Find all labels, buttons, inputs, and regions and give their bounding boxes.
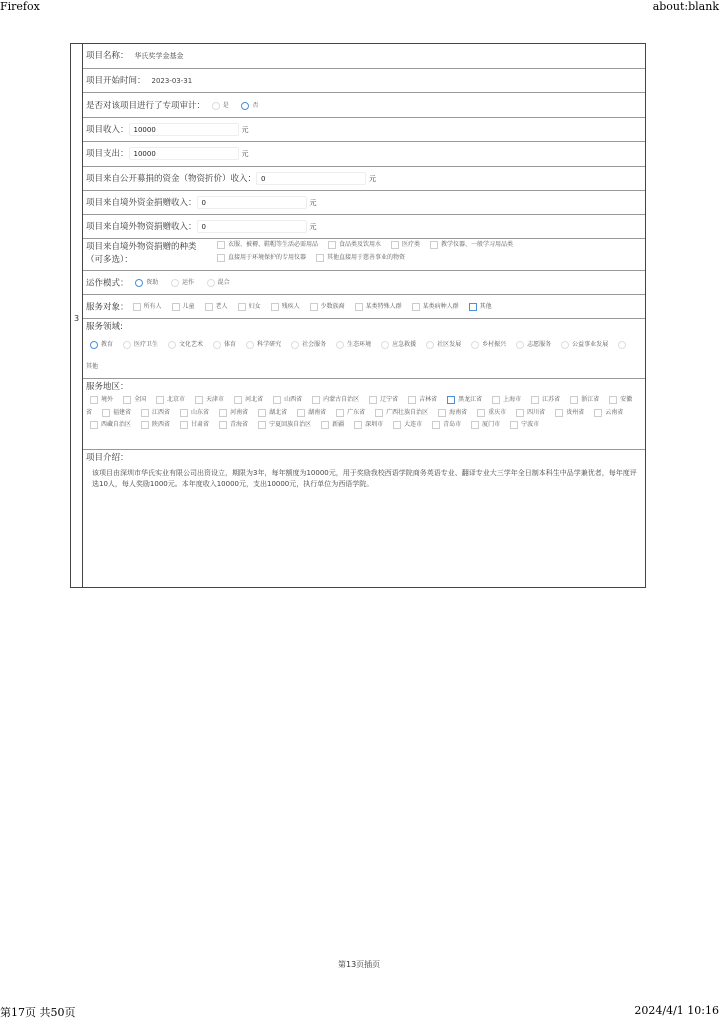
region-option: 吉林省: [419, 396, 438, 403]
region-checkbox[interactable]: [408, 396, 416, 404]
goods-type-option: 其他直接用于慈善事业的物资: [327, 253, 406, 261]
row-number: 3: [74, 314, 80, 323]
operation-option: 资助: [146, 279, 159, 286]
region-option: 四川省: [527, 408, 546, 416]
region-checkbox[interactable]: [90, 421, 98, 429]
region-option: 河北省: [245, 396, 264, 403]
region-option: 广东省: [347, 408, 366, 416]
region-option: 陕西省: [152, 421, 171, 428]
region-checkbox[interactable]: [510, 421, 518, 429]
public-fund-row: [83, 167, 645, 191]
foreign-fund-row: [83, 191, 645, 215]
foreign-fund-unit: 元: [309, 199, 317, 207]
intro-label: 项目介绍：: [86, 453, 129, 463]
region-option: 宁夏回族自治区: [269, 421, 312, 428]
region-option: 上海市: [503, 396, 522, 403]
region-checkbox[interactable]: [492, 396, 500, 404]
region-option: 江西省: [152, 408, 171, 416]
foreign-goods-label: 项目来自境外物资捐赠收入：: [86, 222, 197, 232]
foreign-goods-row: [83, 215, 645, 239]
foreign-goods-input[interactable]: 0: [197, 220, 307, 233]
operation-label: 运作模式：: [86, 278, 129, 289]
field-option: 公益事业发展: [572, 341, 609, 348]
audit-no-label: 否: [252, 102, 259, 109]
region-checkbox[interactable]: [141, 421, 149, 429]
expense-row: [83, 142, 645, 167]
field-radio[interactable]: [561, 341, 569, 349]
target-option: 残疾人: [281, 303, 300, 310]
field-radio[interactable]: [168, 341, 176, 349]
field-radio[interactable]: [516, 341, 524, 349]
project-name-row: [83, 44, 645, 69]
public-fund-label: 项目来自公开募捐的资金（物资折价）收入：: [86, 174, 257, 184]
region-option: 深圳市: [365, 421, 384, 428]
start-time-row: [83, 69, 645, 93]
browser-url: about:blank: [652, 0, 719, 13]
field-radio[interactable]: [90, 341, 98, 349]
target-option: 老人: [215, 303, 228, 310]
audit-label: 是否对该项目进行了专项审计：: [86, 101, 206, 111]
row-number-cell: [71, 44, 83, 587]
goods-type-checkbox[interactable]: [391, 241, 399, 249]
region-checkbox[interactable]: [438, 409, 446, 417]
field-radio[interactable]: [471, 341, 479, 349]
income-row: [83, 118, 645, 142]
target-checkbox[interactable]: [133, 303, 141, 311]
target-checkbox[interactable]: [355, 303, 363, 311]
field-option: 应急救援: [392, 341, 417, 348]
field-option: 其他: [86, 363, 99, 370]
region-checkbox[interactable]: [258, 421, 266, 429]
fields-label: 服务领域:: [86, 322, 123, 332]
goods-type-checkbox[interactable]: [328, 241, 336, 249]
region-option: 福建省: [113, 408, 132, 416]
region-checkbox[interactable]: [471, 421, 479, 429]
field-option: 乡村振兴: [482, 341, 507, 348]
goods-type-option: 教学仪器、一般学习用品类: [441, 241, 514, 248]
region-option: 贵州省: [566, 408, 585, 416]
target-checkbox[interactable]: [469, 303, 477, 311]
region-option: 青海省: [230, 421, 249, 428]
region-option: 青岛市: [443, 421, 462, 428]
region-option: 重庆市: [488, 408, 507, 416]
start-time-label: 项目开始时间：: [86, 76, 146, 86]
field-option: 生态环境: [347, 341, 372, 348]
operation-radio[interactable]: [171, 279, 179, 287]
operation-option: 混合: [217, 279, 230, 286]
browser-name: Firefox: [0, 0, 40, 13]
goods-type-option: 食品类及饮用水: [339, 241, 382, 248]
field-option: 医疗卫生: [134, 341, 159, 348]
region-option: 河南省: [230, 408, 249, 416]
region-checkbox[interactable]: [180, 421, 188, 429]
region-checkbox[interactable]: [369, 396, 377, 404]
region-option: 湖北省: [269, 408, 288, 416]
field-radio[interactable]: [291, 341, 299, 349]
intro-text: 该项目由深圳市华氏实业有限公司出资设立，期限为3年，每年额度为10000元，用于奖励我校西语学院商务英语专业、翻译专业大三学年全日制本科生中品学兼优者，每年度评选10人，每人奖励1000元。本年度收入10000元，支出10000元，执行单位为西语学院。: [92, 469, 637, 488]
fields-row: [83, 319, 645, 379]
page-label: 第13页插页: [338, 960, 381, 969]
target-option: 妇女: [248, 303, 261, 310]
public-fund-input[interactable]: 0: [256, 172, 366, 185]
goods-type-checkbox[interactable]: [217, 254, 225, 262]
goods-type-row: [83, 239, 645, 271]
regions-label: 服务地区：: [86, 382, 129, 392]
income-unit: 元: [241, 126, 249, 134]
audit-row: [83, 93, 645, 118]
region-checkbox[interactable]: [219, 421, 227, 429]
expense-label: 项目支出：: [86, 149, 129, 159]
goods-type-checkbox[interactable]: [430, 241, 438, 249]
region-option: 宁波市: [521, 421, 540, 428]
target-option: 某类病种人群: [422, 303, 459, 310]
region-checkbox[interactable]: [273, 396, 281, 404]
region-checkbox[interactable]: [516, 409, 524, 417]
project-form: [70, 43, 646, 588]
region-option: 山东省: [191, 408, 210, 416]
income-label: 项目收入：: [86, 125, 129, 135]
region-option: 西藏自治区: [101, 421, 132, 428]
region-checkbox[interactable]: [312, 396, 320, 404]
goods-type-checkbox[interactable]: [217, 241, 225, 249]
audit-no-radio[interactable]: [241, 102, 249, 110]
region-option: 大连市: [404, 421, 423, 428]
target-option: 少数族裔: [320, 303, 345, 310]
region-option: 黑龙江省: [458, 396, 483, 403]
expense-input[interactable]: 10000: [129, 147, 239, 160]
target-checkbox[interactable]: [238, 303, 246, 311]
field-option: 社会服务: [302, 341, 327, 348]
region-checkbox[interactable]: [234, 396, 242, 404]
region-checkbox[interactable]: [393, 421, 401, 429]
foreign-goods-unit: 元: [309, 223, 317, 231]
page-info: 第17页 共50页: [0, 1006, 76, 1019]
start-time-value: 2023-03-31: [151, 77, 193, 85]
goods-type-checkbox[interactable]: [316, 254, 324, 262]
region-checkbox[interactable]: [258, 409, 266, 417]
region-checkbox[interactable]: [321, 421, 329, 429]
field-option: 志愿服务: [527, 341, 552, 348]
field-radio[interactable]: [426, 341, 434, 349]
region-option: 新疆: [332, 421, 345, 428]
region-option: 天津市: [206, 396, 225, 403]
target-option: 所有人: [143, 303, 162, 310]
expense-unit: 元: [241, 150, 249, 158]
region-checkbox[interactable]: [90, 396, 98, 404]
goods-type-label: 项目来自境外物资捐赠的种类: [86, 242, 197, 252]
region-option: 湖南省: [308, 408, 327, 416]
region-checkbox[interactable]: [354, 421, 362, 429]
operation-option: 运作: [181, 279, 194, 286]
region-option: 甘肃省: [191, 421, 210, 428]
field-option: 体育: [224, 341, 237, 348]
goods-type-option: 衣服、被褥、鞋帽等生活必需用品: [228, 241, 319, 248]
region-option: 厦门市: [482, 421, 501, 428]
goods-type-option: 直接用于环境保护的专用仪器: [228, 253, 307, 261]
public-fund-unit: 元: [369, 175, 377, 183]
operation-radio[interactable]: [135, 279, 143, 287]
field-option: 教育: [101, 341, 114, 348]
region-option: 云南省: [605, 408, 624, 416]
region-option: 江苏省: [542, 396, 561, 403]
region-checkbox[interactable]: [477, 409, 485, 417]
operation-radio[interactable]: [207, 279, 215, 287]
region-option: 全国: [134, 396, 147, 403]
field-radio[interactable]: [123, 341, 131, 349]
target-option: 某类特殊人群: [365, 303, 402, 310]
targets-label: 服务对象：: [86, 302, 129, 313]
print-datetime: 2024/4/1 10:16: [634, 1004, 719, 1017]
field-option: 文化艺术: [179, 341, 204, 348]
region-checkbox[interactable]: [570, 396, 578, 404]
region-checkbox[interactable]: [297, 409, 305, 417]
region-checkbox[interactable]: [531, 396, 539, 404]
region-checkbox[interactable]: [594, 409, 602, 417]
region-option: 广西壮族自治区: [386, 408, 429, 416]
project-name-value: 华氏奖学金基金: [134, 52, 184, 60]
region-checkbox[interactable]: [180, 409, 188, 417]
target-option: 其他: [479, 303, 492, 310]
goods-type-sublabel: （可多选）：: [86, 255, 133, 265]
region-option: 安徽省: [86, 396, 633, 416]
region-checkbox[interactable]: [156, 396, 164, 404]
audit-yes-radio[interactable]: [212, 102, 220, 110]
region-option: 浙江省: [581, 396, 600, 403]
region-option: 北京市: [167, 396, 186, 403]
region-checkbox[interactable]: [609, 396, 617, 404]
regions-row: [83, 379, 645, 450]
target-checkbox[interactable]: [172, 303, 180, 311]
region-checkbox[interactable]: [555, 409, 563, 417]
region-option: 辽宁省: [380, 396, 399, 403]
region-option: 山西省: [284, 396, 303, 403]
region-checkbox[interactable]: [375, 409, 383, 417]
field-radio[interactable]: [336, 341, 344, 349]
income-input[interactable]: 10000: [129, 123, 239, 136]
target-checkbox[interactable]: [205, 303, 213, 311]
region-checkbox[interactable]: [219, 409, 227, 417]
region-checkbox[interactable]: [447, 396, 455, 404]
foreign-fund-label: 项目来自境外资金捐赠收入：: [86, 198, 197, 208]
targets-row: [83, 295, 645, 319]
foreign-fund-input[interactable]: 0: [197, 196, 307, 209]
goods-type-option: 医疗类: [402, 241, 421, 248]
region-checkbox[interactable]: [336, 409, 344, 417]
region-option: 境外: [101, 396, 114, 403]
target-checkbox[interactable]: [310, 303, 318, 311]
region-checkbox[interactable]: [102, 409, 110, 417]
region-checkbox[interactable]: [432, 421, 440, 429]
region-checkbox[interactable]: [123, 396, 131, 404]
field-radio[interactable]: [618, 341, 626, 349]
target-checkbox[interactable]: [412, 303, 420, 311]
field-option: 科学研究: [257, 341, 282, 348]
region-option: 海南省: [449, 408, 468, 416]
project-name-label: 项目名称：: [86, 51, 129, 61]
field-option: 社区发展: [437, 341, 462, 348]
field-radio[interactable]: [213, 341, 221, 349]
region-checkbox[interactable]: [195, 396, 203, 404]
operation-row: [83, 271, 645, 295]
field-radio[interactable]: [381, 341, 389, 349]
field-radio[interactable]: [246, 341, 254, 349]
audit-yes-label: 是: [222, 102, 229, 109]
region-option: 内蒙古自治区: [323, 396, 360, 403]
target-checkbox[interactable]: [271, 303, 279, 311]
target-option: 儿童: [182, 303, 195, 310]
region-checkbox[interactable]: [141, 409, 149, 417]
intro-row: [83, 450, 645, 589]
